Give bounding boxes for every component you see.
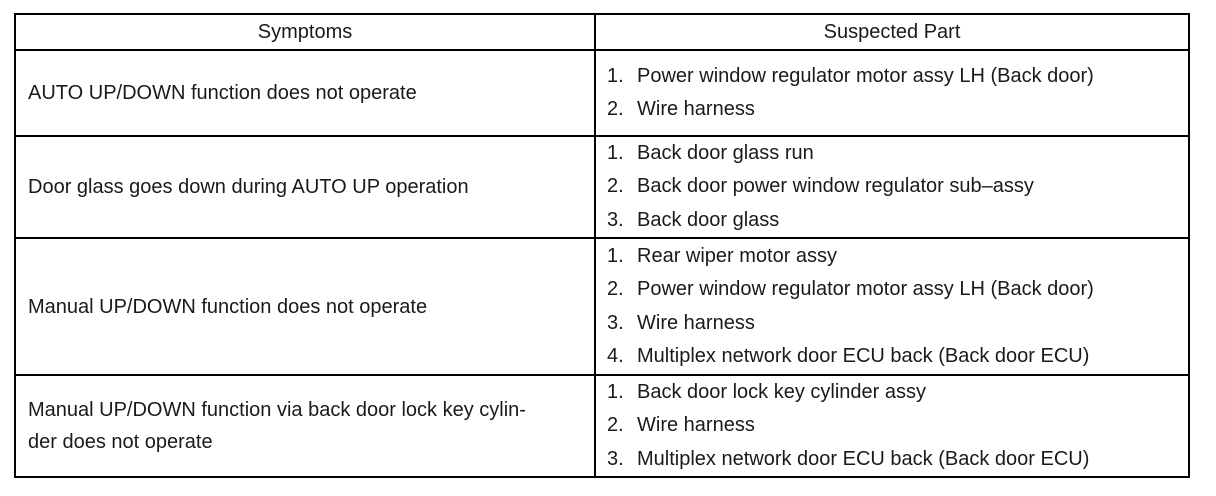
part-name: Power window regulator motor assy LH (Back door) (637, 278, 1094, 301)
item-number: 1. (607, 142, 624, 165)
item-number: 4. (607, 344, 624, 367)
item-number: 2. (607, 414, 624, 437)
item-number: 2. (607, 98, 624, 120)
header-symptoms: Symptoms (15, 14, 595, 50)
item-number: 1. (607, 64, 624, 87)
list-item (607, 376, 1188, 409)
part-list (596, 60, 1188, 127)
list-item (607, 60, 1188, 93)
symptom-cell: AUTO UP/DOWN function does not operate (15, 50, 595, 136)
table-row (15, 50, 1189, 136)
part-name: Wire harness (637, 311, 755, 334)
part-name: Back door glass run (637, 142, 814, 165)
symptom-cell: Manual UP/DOWN function does not operate (15, 238, 595, 375)
symptom-line: der does not operate (28, 431, 213, 453)
list-item (607, 409, 1188, 442)
item-number: 3. (607, 447, 624, 470)
part-name: Back door lock key cylinder assy (637, 381, 927, 404)
symptom-cell (15, 375, 595, 477)
list-item (607, 273, 1188, 306)
part-list (596, 240, 1188, 373)
list-item (607, 307, 1188, 340)
part-name: Multiplex network door ECU back (Back door ECU) (637, 447, 1090, 470)
table-header-row (15, 14, 1189, 50)
part-name: Multiplex network door ECU back (Back door ECU) (637, 344, 1090, 367)
list-item (607, 204, 1188, 237)
part-name: Wire harness (637, 414, 755, 437)
symptom-cell: Door glass goes down during AUTO UP operation (15, 136, 595, 238)
item-number: 1. (607, 244, 624, 267)
part-name: Back door power window regulator sub–assy (637, 175, 1034, 198)
suspected-part-cell (595, 375, 1189, 477)
item-number: 1. (607, 381, 624, 404)
part-name: Back door glass (637, 208, 780, 231)
list-item (607, 443, 1188, 476)
list-item (607, 340, 1188, 373)
list-item (607, 137, 1188, 170)
table-row (15, 238, 1189, 375)
item-number: 2. (607, 175, 624, 198)
list-item (607, 170, 1188, 203)
list-item (607, 93, 1188, 126)
symptom-table (14, 13, 1190, 478)
part-list (596, 137, 1188, 237)
part-list (596, 376, 1188, 476)
part-name: Power window regulator motor assy LH (Back door) (637, 64, 1094, 87)
item-number: 3. (607, 208, 624, 231)
symptom-line: Manual UP/DOWN function via back door lock key cylin- (28, 399, 526, 421)
suspected-part-cell (595, 238, 1189, 375)
table-row (15, 375, 1189, 477)
item-number: 3. (607, 311, 624, 334)
part-name: Wire harness (637, 98, 755, 120)
table-row (15, 136, 1189, 238)
list-item (607, 240, 1188, 273)
suspected-part-cell (595, 50, 1189, 136)
item-number: 2. (607, 278, 624, 301)
suspected-part-cell (595, 136, 1189, 238)
part-name: Rear wiper motor assy (637, 244, 838, 267)
header-suspected-part: Suspected Part (595, 14, 1189, 50)
